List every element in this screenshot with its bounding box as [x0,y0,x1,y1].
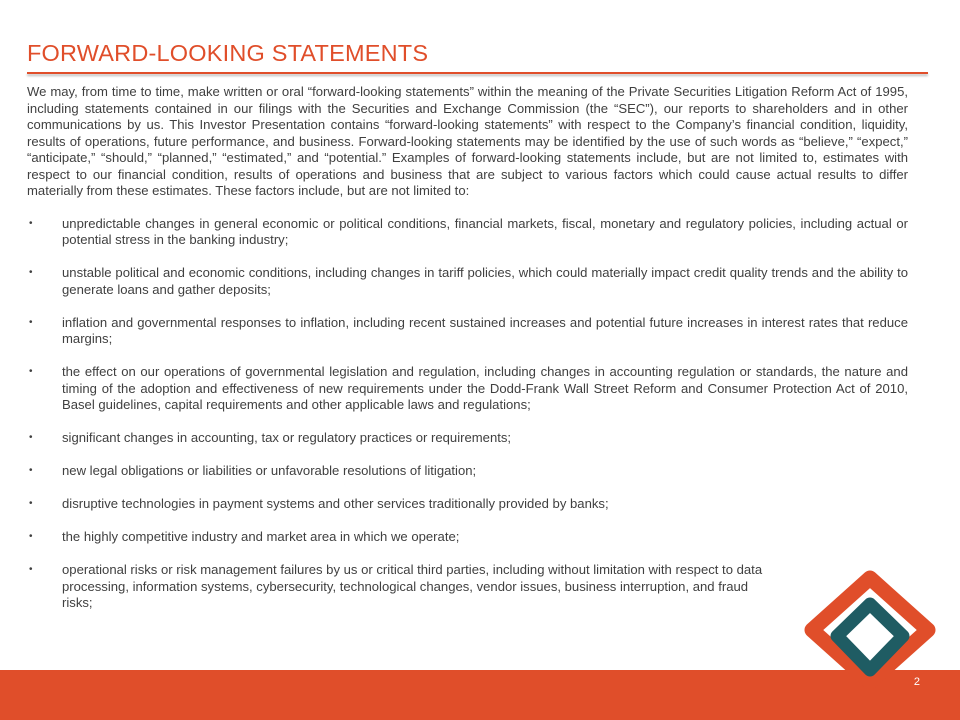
list-item [27,463,908,480]
list-item-text: the effect on our operations of governmental legislation and regulation, including changes in accounting regulation or standards, the nature and timing of the adoption and effectiveness of new requirements under the Dodd-Frank Wall Street Reform and Consumer Protection Act of 2010, Basel guidelines, capital requirements and other applicable laws and regulations; [62,364,908,412]
list-item [27,562,908,612]
bullet-icon: • [29,267,33,278]
list-item-text: unstable political and economic conditions, including changes in tariff policies, which could materially impact credit quality trends and the ability to generate loans and gather deposits; [62,265,908,297]
title-underline [27,72,928,74]
company-logo-icon [800,566,940,694]
slide-title: FORWARD-LOOKING STATEMENTS [27,40,429,66]
list-item [27,216,908,249]
list-item-text: significant changes in accounting, tax or regulatory practices or requirements; [62,430,512,445]
list-item-text: the highly competitive industry and market area in which we operate; [62,529,460,544]
intro-paragraph: We may, from time to time, make written or oral “forward-looking statements” within the meaning of the Private Securities Litigation Reform Act of 1995, including statements contained in our filings with the Securities and Exchange Commission (the “SEC”), our reports to shareholders and in other communications by us. This Investor Presentation contains “forward-looking statements” with respect to the Company’s financial condition, liquidity, results of operations, future performance, and business. Forward-looking statements may be identified by the use of such words as “believe,” “expect,” “anticipate,” “should,” “planned,” “estimated,” and “potential.” Examples of forward-looking statements include, but are not limited to, estimates with respect to our financial condition, results of operations and business that are subject to various factors which could cause actual results to differ materially from these estimates. These factors include, but are not limited to: [27,84,908,198]
risk-factor-list [27,216,908,612]
list-item [27,315,908,348]
list-item-text: unpredictable changes in general economic or political conditions, financial markets, fiscal, monetary and regulatory policies, including actual or potential stress in the banking industry; [62,215,908,247]
list-item [27,364,908,414]
bullet-icon: • [29,366,33,377]
list-item [27,430,908,447]
list-item [27,529,908,546]
list-item-text: inflation and governmental responses to inflation, including recent sustained increases and potential future increases in interest rates that reduce margins; [62,314,908,346]
list-item-text: disruptive technologies in payment systems and other services traditionally provided by banks; [62,496,609,511]
bullet-icon: • [29,316,33,328]
bullet-icon: • [29,217,33,229]
list-item [27,496,908,513]
list-item-text: operational risks or risk management failures by us or critical third parties, including without limitation with respect to data processing, information systems, cybersecurity, technological changes, vendor issues, business interruption, and fraud risks; [62,562,763,610]
list-item [27,265,908,298]
bullet-icon: • [29,432,33,443]
bullet-icon: • [29,498,33,509]
bullet-icon: • [29,465,33,476]
list-item-text: new legal obligations or liabilities or unfavorable resolutions of litigation; [62,463,477,478]
slide-body [27,84,908,628]
bullet-icon: • [29,564,33,575]
bullet-icon: • [29,531,33,542]
page-number: 2 [913,676,920,688]
